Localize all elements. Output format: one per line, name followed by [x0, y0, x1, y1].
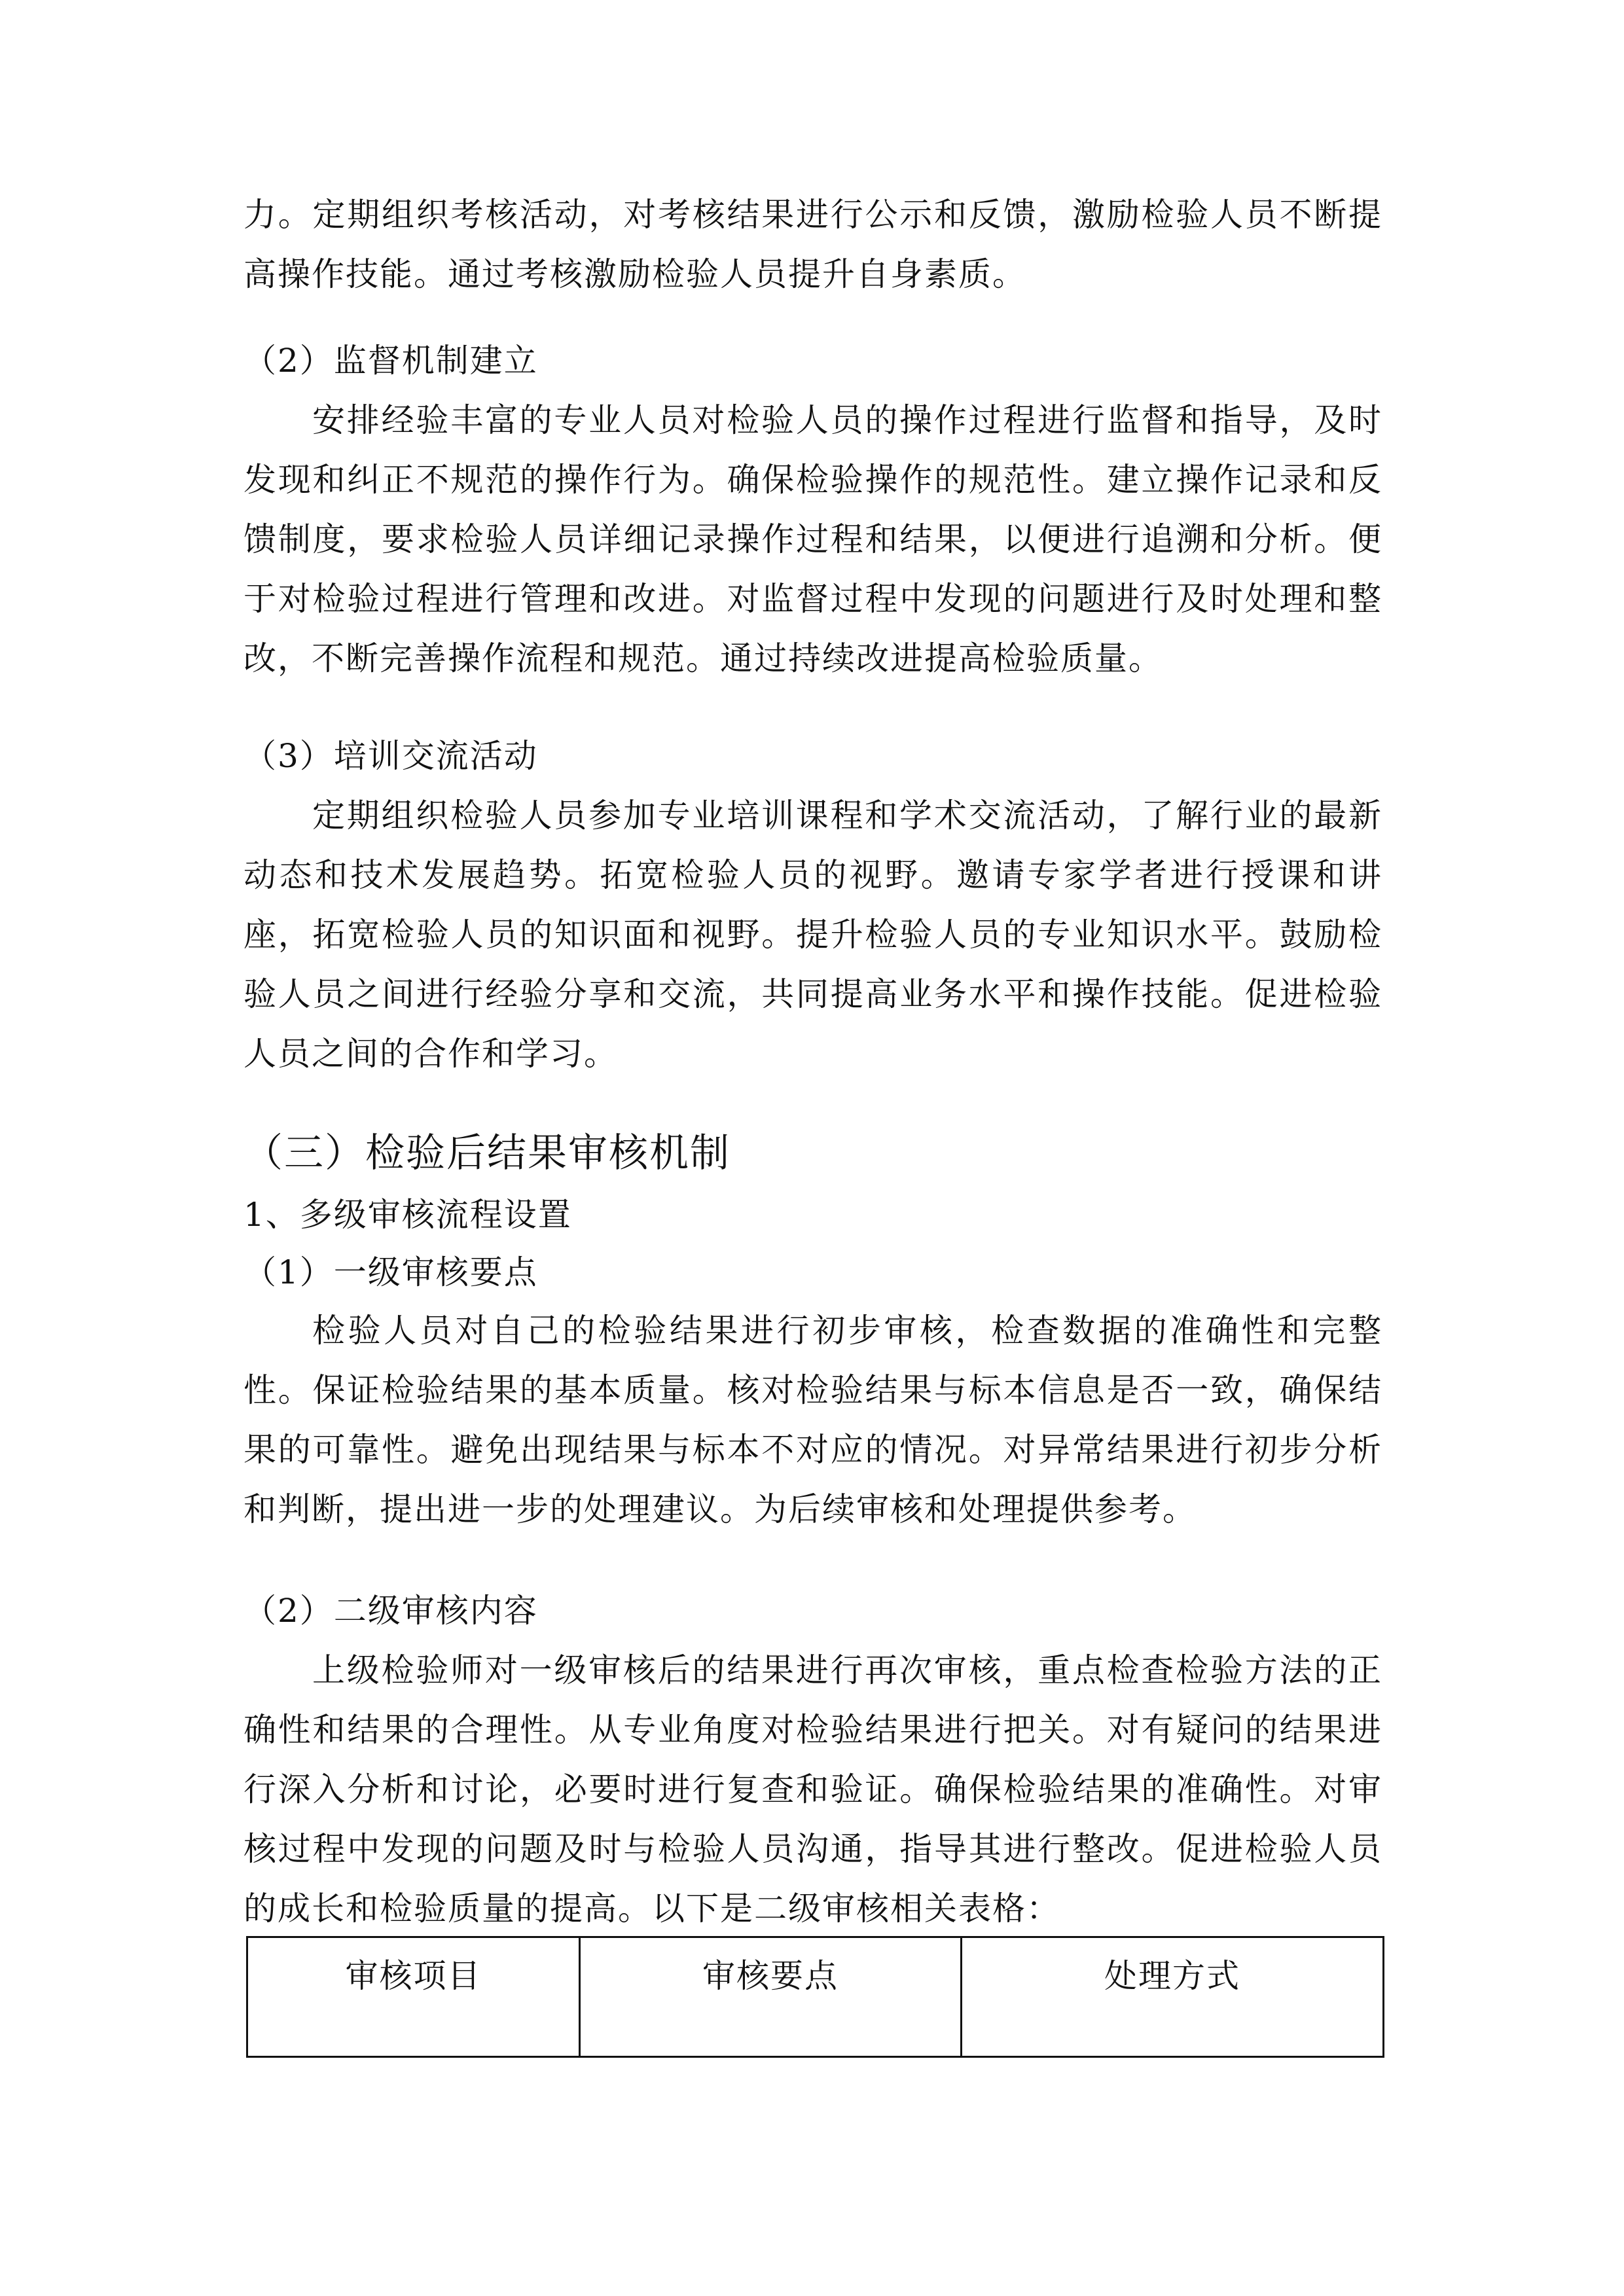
- table-header-cell: 处理方式: [962, 1937, 1384, 2057]
- table-header-cell: 审核项目: [247, 1937, 580, 2057]
- paragraph-training: 定期组织检验人员参加专业培训课程和学术交流活动，了解行业的最新动态和技术发展趋势。拓宽检验人员的视野。邀请专家学者进行授课和讲座，拓宽检验人员的知识面和视野。提升检验人员的专业知识水平。鼓励检验人员之间进行经验分享和交流，共同提高业务水平和操作技能。促进检验人员之间的合作和学习。: [244, 797, 1382, 1073]
- table-header-cell: 审核要点: [580, 1937, 962, 2057]
- supervision-block: [244, 331, 1382, 689]
- section-block: [244, 1121, 1382, 1539]
- paragraph-level2: 上级检验师对一级审核后的结果进行再次审核，重点检查检验方法的正确性和结果的合理性。从专业角度对检验结果进行把关。对有疑问的结果进行深入分析和讨论，必要时进行复查和验证。确保检验结果的准确性。对审核过程中发现的问题及时与检验人员沟通，指导其进行整改。促进检验人员的成长和检验质量的提高。以下是二级审核相关表格：: [244, 1651, 1382, 1928]
- subheading-level2: （2）二级审核内容: [244, 1592, 538, 1630]
- intro-block: [244, 185, 1382, 304]
- level2-block: [244, 1581, 1382, 1939]
- table-header-row: [247, 1937, 1384, 2057]
- paragraph-supervision: 安排经验丰富的专业人员对检验人员的操作过程进行监督和指导，及时发现和纠正不规范的操作行为。确保检验操作的规范性。建立操作记录和反馈制度，要求检验人员详细记录操作过程和结果，以便进行追溯和分析。便于对检验过程进行管理和改进。对监督过程中发现的问题进行及时处理和整改，不断完善操作流程和规范。通过持续改进提高检验质量。: [244, 401, 1382, 677]
- section-title: （三）检验后结果审核机制: [244, 1130, 731, 1176]
- paragraph-level1: 检验人员对自己的检验结果进行初步审核，检查数据的准确性和完整性。保证检验结果的基本质量。核对检验结果与标本信息是否一致，确保结果的可靠性。避免出现结果与标本不对应的情况。对异常结果进行初步分析和判断，提出进一步的处理建议。为后续审核和处理提供参考。: [244, 1312, 1382, 1528]
- subheading-multilevel: 1、多级审核流程设置: [244, 1196, 572, 1234]
- training-block: [244, 726, 1382, 1084]
- subheading-level1: （1）一级审核要点: [244, 1253, 538, 1291]
- review-table: [246, 1936, 1384, 2058]
- subheading-training: （3）培训交流活动: [244, 737, 538, 775]
- subheading-supervision: （2）监督机制建立: [244, 342, 538, 380]
- paragraph-intro: 力。定期组织考核活动，对考核结果进行公示和反馈，激励检验人员不断提高操作技能。通过考核激励检验人员提升自身素质。: [244, 196, 1382, 293]
